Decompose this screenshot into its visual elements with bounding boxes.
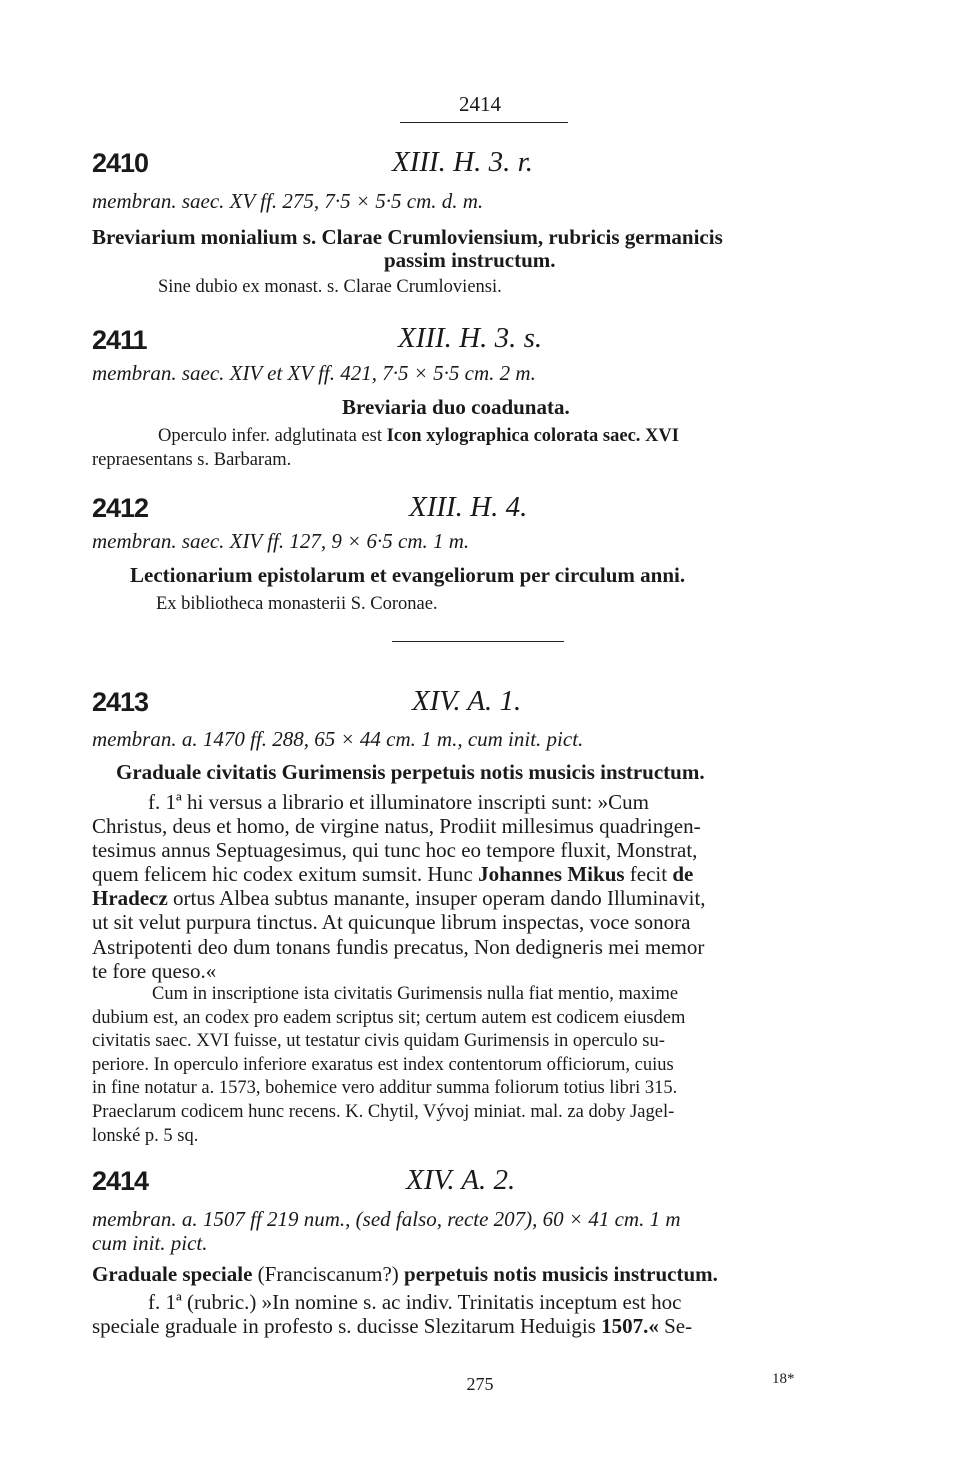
section-divider (392, 641, 564, 642)
physical-description-2410: membran. saec. XV ff. 275, 7·5 × 5·5 cm. d. m. (92, 189, 484, 213)
entry-number-2411: 2411 (92, 325, 147, 355)
entry-title-2413: Graduale civitatis Gurimensis perpetuis notis musicis instructum. (116, 760, 705, 784)
rubric-line: f. 1ª (rubric.) »In nomine s. ac indiv. Trinitatis inceptum est hoc (148, 1290, 682, 1314)
inscription-line: f. 1ª hi versus a librario et illuminatore inscripti sunt: »Cum (148, 790, 649, 814)
sheet-signature: 18* (772, 1371, 795, 1387)
provenance-note-2412: Ex bibliotheca monasterii S. Coronae. (156, 594, 438, 614)
entry-number-2413: 2413 (92, 687, 149, 717)
rubric-paragraph-2414 (92, 1290, 864, 1338)
commentary-line: civitatis saec. XVI fuisse, ut testatur civis quidam Gurimensis in operculo su- (92, 1031, 665, 1052)
rubric-line: speciale graduale in profesto s. ducisse Slezitarum Heduigis 1507.« Se- (92, 1314, 693, 1339)
inscription-line: ut sit velut purpura tinctus. At quicunque librum inspectas, voce sonora (92, 910, 691, 935)
physical-description-2414: membran. a. 1507 ff 219 num., (sed falso, recte 207), 60 × 41 cm. 1 m (92, 1207, 681, 1231)
entry-number-2414: 2414 (92, 1166, 149, 1196)
entry-title-2412: Lectionarium epistolarum et evangeliorum per circulum anni. (130, 563, 686, 587)
entry-number-2412: 2412 (92, 493, 149, 523)
entry-title-2414: Graduale speciale (Franciscanum?) perpetuis notis musicis instructum. (92, 1262, 718, 1286)
inscription-line: quem felicem hic codex exitum sumsit. Hunc Johannes Mikus fecit de (92, 862, 694, 887)
provenance-note-2410: Sine dubio ex monast. s. Clarae Crumloviensi. (158, 277, 502, 297)
entry-title-2410-cont: passim instructum. (384, 248, 556, 272)
shelfmark-2410: XIII. H. 3. r. (392, 146, 533, 178)
entry-number-2410: 2410 (92, 148, 149, 178)
inscription-line: Astripotenti deo dum tonans fundis precatus, Non dedigneris mei memor (92, 934, 705, 959)
commentary-line: Praeclarum codicem hunc recens. K. Chytil, Vývoj miniat. mal. za doby Jagel- (92, 1101, 675, 1122)
physical-description-2414-cont: cum init. pict. (92, 1231, 208, 1255)
physical-description-2413: membran. a. 1470 ff. 288, 65 × 44 cm. 1 m., cum init. pict. (92, 727, 584, 751)
page-number: 275 (466, 1374, 494, 1394)
inscription-line: te fore queso.« (92, 958, 217, 983)
commentary-line: in fine notatur a. 1573, bohemice vero additur summa foliorum totius libri 315. (92, 1078, 678, 1099)
inscription-line: Hradecz ortus Albea subtus manante, insuper operam dando Illuminavit, (92, 886, 706, 911)
binding-note-2411: Operculo infer. adglutinata est Icon xylographica colorata saec. XVI (158, 426, 679, 446)
physical-description-2411: membran. saec. XIV et XV ff. 421, 7·5 × 5·5 cm. 2 m. (92, 361, 536, 385)
shelfmark-2411: XIII. H. 3. s. (398, 322, 543, 354)
inscription-paragraph-2413 (92, 790, 864, 983)
physical-description-2412: membran. saec. XIV ff. 127, 9 × 6·5 cm. 1 m. (92, 529, 470, 553)
commentary-line: dubium est, an codex pro eadem scriptus sit; certum autem est codicem eiusdem (92, 1007, 686, 1028)
commentary-paragraph-2413 (92, 983, 864, 1148)
commentary-line: Cum in inscriptione ista civitatis Gurimensis nulla fiat mentio, maxime (152, 984, 679, 1004)
commentary-line: periore. In operculo inferiore exaratus est index contentorum officiorum, cuius (92, 1054, 674, 1075)
entry-title-2410: Breviarium monialium s. Clarae Crumloviensium, rubricis germanicis (92, 225, 723, 249)
running-head: 2414 (459, 92, 501, 116)
inscription-line: tesimus annus Septuagesimus, qui tunc hoc eo tempore fluxit, Monstrat, (92, 838, 698, 863)
inscription-line: Christus, deus et homo, de virgine natus, Prodiit millesimus quadringen- (92, 814, 701, 839)
entry-title-2411: Breviaria duo coadunata. (342, 395, 570, 419)
shelfmark-2413: XIV. A. 1. (412, 685, 522, 717)
shelfmark-2414: XIV. A. 2. (406, 1164, 516, 1196)
commentary-line: lonské p. 5 sq. (92, 1125, 199, 1146)
shelfmark-2412: XIII. H. 4. (409, 491, 528, 523)
binding-note-2411-cont: repraesentans s. Barbaram. (92, 450, 292, 470)
running-head-rule (400, 122, 568, 123)
